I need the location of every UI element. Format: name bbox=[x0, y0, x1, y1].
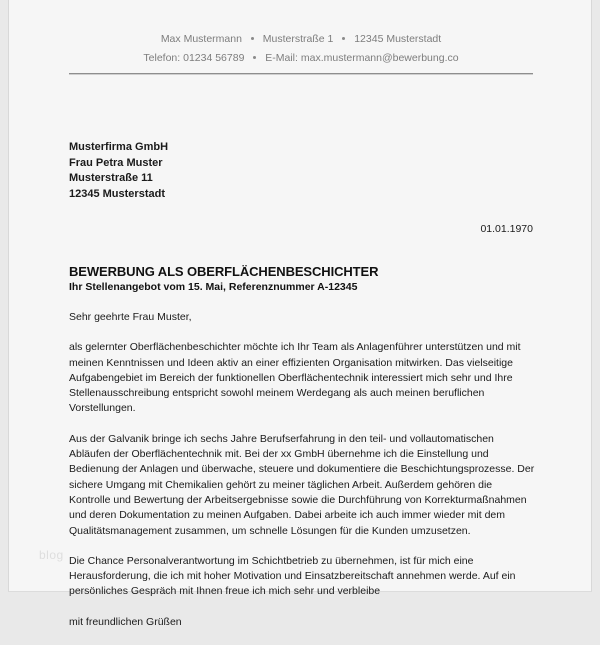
salutation: Sehr geehrte Frau Muster, bbox=[69, 311, 192, 323]
bullet-separator-icon bbox=[251, 37, 254, 40]
subject-reference: Ihr Stellenangebot vom 15. Mai, Referenznummer A-12345 bbox=[69, 281, 358, 293]
body-paragraph-1: als gelernter Oberflächenbeschichter möchte ich Ihr Team als Anlagenführer unterstützen und mit meinen Kenntnissen und Ideen aktiv an einer effizienten Organisation mitwirken. Das vielseitige Aufgabengebiet im Bereich der funktionellen Oberflächentechnik interessiert mich sehr und Ihre Stellenausschreibung entspricht sowohl meinem Werdegang als auch meinen beruflichen Vorstellungen. bbox=[69, 341, 521, 415]
letter-body bbox=[69, 310, 535, 645]
subject-title: BEWERBUNG ALS OBERFLÄCHENBESCHICHTER bbox=[69, 264, 379, 279]
body-paragraph-3: Die Chance Personalverantwortung im Schichtbetrieb zu übernehmen, ist für mich eine Herausforderung, die ich mit hoher Motivation und Einsatzbereitschaft annehmen werde. Auf ein persönliches Gespräch mit Ihnen freue ich mich sehr und verbleibe bbox=[69, 554, 516, 598]
recipient-company: Musterfirma GmbH bbox=[69, 141, 169, 153]
closing-line: mit freundlichen Grüßen bbox=[69, 615, 182, 628]
document-page bbox=[8, 0, 592, 628]
sender-phone: Telefon: 01234 56789 bbox=[143, 52, 245, 64]
bullet-separator-icon bbox=[342, 37, 345, 40]
subject-block bbox=[69, 263, 378, 295]
sender-name: Max Mustermann bbox=[160, 33, 242, 45]
sender-email: E-Mail: max.mustermann@bewerbung.co bbox=[265, 52, 459, 64]
recipient-address-block bbox=[69, 140, 168, 202]
recipient-street: Musterstraße 11 bbox=[69, 172, 153, 184]
letterhead bbox=[9, 30, 593, 68]
letterhead-contact-line bbox=[9, 49, 593, 68]
letterhead-divider bbox=[69, 73, 533, 75]
sender-street: Musterstraße 1 bbox=[262, 33, 334, 45]
sender-city: 12345 Musterstadt bbox=[354, 33, 442, 45]
bullet-separator-icon bbox=[253, 56, 256, 59]
blog-watermark: blog bbox=[39, 548, 64, 562]
letter-date: 01.01.1970 bbox=[480, 223, 533, 235]
body-paragraph-2: Aus der Galvanik bringe ich sechs Jahre Berufserfahrung in den teil- und vollautomatischen Abläufen der Oberflächentechnik mit. Bei der xx GmbH übernehme ich die Einstellung und Bedienung der Anlagen und überwache, steuere und dokumentiere die Beschichtungsprozesse. Der sichere Umgang mit Chemikalien gehört zu meiner täglichen Arbeit. Außerdem gehören die Kontrolle und Bewertung der Arbeitsergebnisse sowie die Durchführung von Korrekturmaßnahmen und deren Dokumentation zu meinen Aufgaben. Dabei arbeite ich auch immer wieder mit dem Qualitätsmanagement zusammen, um schnelle Lösungen für die Kunden umzusetzen. bbox=[69, 432, 535, 537]
letterhead-address-line bbox=[9, 30, 593, 49]
recipient-person: Frau Petra Muster bbox=[69, 156, 163, 169]
recipient-city: 12345 Musterstadt bbox=[69, 187, 165, 200]
